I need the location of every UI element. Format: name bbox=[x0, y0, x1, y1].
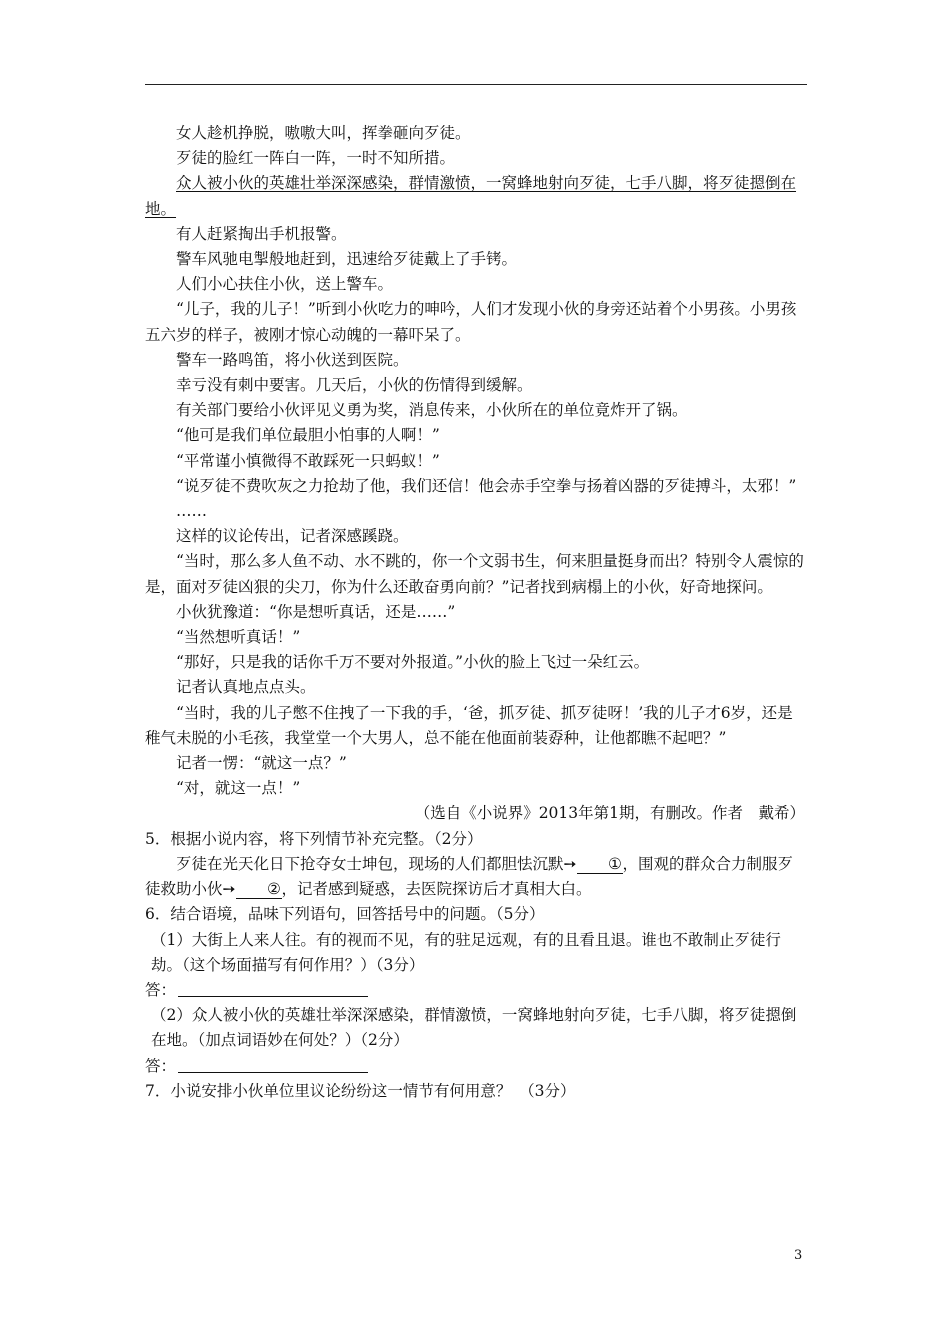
story-paragraph: “当然想听真话！” bbox=[176, 628, 301, 647]
story-paragraph: 女人趁机挣脱，嗷嗷大叫，挥拳砸向歹徒。 bbox=[176, 124, 471, 142]
answer-label: 答： bbox=[145, 980, 177, 999]
story-paragraph: “对，就这一点！” bbox=[176, 779, 301, 798]
story-paragraph: “那好，只是我的话你千万不要对外报道。”小伙的脸上飞过一朵红云。 bbox=[176, 653, 650, 672]
header-rule bbox=[145, 84, 807, 85]
story-paragraph: 这样的议论传出，记者深感蹊跷。 bbox=[176, 527, 409, 546]
ellipsis-line: …… bbox=[176, 502, 207, 521]
answer-line-1 bbox=[145, 978, 807, 1003]
q5-text-a: 歹徒在光天化日下抢夺女士坤包，现场的人们都胆怯沉默➙ bbox=[176, 854, 577, 873]
question-7-title: 7．小说安排小伙单位里议论纷纷这一情节有何用意？ （3分） bbox=[145, 1081, 576, 1100]
question-6-title: 6．结合语境，品味下列语句，回答括号中的问题。（5分） bbox=[145, 905, 545, 924]
answer-label: 答： bbox=[145, 1056, 177, 1075]
answer-blank-2[interactable] bbox=[178, 1056, 368, 1073]
story-paragraph: 小伙犹豫道：“你是想听真话，还是……” bbox=[176, 602, 456, 621]
q5-text-c: ，记者感到疑惑，去医院探访后才真相大白。 bbox=[281, 880, 592, 899]
underlined-sentence: 众人被小伙的英雄壮举深深感染，群情激愤，一窝蜂地射向歹徒，七手八脚，将歹徒摁倒在地。 bbox=[145, 174, 797, 218]
q5-blank-1[interactable]: ① bbox=[577, 855, 623, 874]
story-paragraph: 警车风驰电掣般地赶到，迅速给歹徒戴上了手铐。 bbox=[176, 250, 518, 269]
story-paragraph: “当时，那么多人鱼不动、水不跳的，你一个文弱书生，何来胆量挺身而出？特别令人震惊的是，面对歹徒凶狠的尖刀，你为什么还敢奋勇向前？”记者找到病榻上的小伙，好奇地探问。 bbox=[145, 552, 804, 596]
story-paragraph: 警车一路鸣笛，将小伙送到医院。 bbox=[176, 350, 409, 369]
story-paragraph: “儿子，我的儿子！”听到小伙吃力的呻吟，人们才发现小伙的身旁还站着个小男孩。小男孩五六岁的样子，被刚才惊心动魄的一幕吓呆了。 bbox=[145, 300, 797, 344]
answer-blank-1[interactable] bbox=[178, 980, 368, 997]
story-paragraph: “说歹徒不费吹灰之力抢劫了他，我们还信！他会赤手空拳与扬着凶器的歹徒搏斗，太邪！” bbox=[176, 476, 797, 495]
story-paragraph: 幸亏没有刺中要害。几天后，小伙的伤情得到缓解。 bbox=[176, 376, 533, 395]
story-paragraph: 歹徒的脸红一阵白一阵，一时不知所措。 bbox=[176, 149, 456, 168]
story-paragraph: 记者认真地点点头。 bbox=[176, 678, 316, 697]
question-6-part-2: （2）众人被小伙的英雄壮举深深感染，群情激愤，一窝蜂地射向歹徒，七手八脚，将歹徒摁倒在地。（加点词语妙在何处？）（2分） bbox=[151, 1006, 797, 1050]
story-paragraph: “他可是我们单位最胆小怕事的人啊！” bbox=[176, 426, 440, 445]
question-5-title: 5．根据小说内容，将下列情节补充完整。（2分） bbox=[145, 829, 483, 848]
story-paragraph: 有关部门要给小伙评见义勇为奖，消息传来，小伙所在的单位竟炸开了锅。 bbox=[176, 401, 688, 420]
story-paragraph: 人们小心扶住小伙，送上警车。 bbox=[176, 275, 394, 294]
story-paragraph: 有人赶紧掏出手机报警。 bbox=[176, 224, 347, 243]
q5-text-b: ，围观的群众合力制服歹徒救助小伙➙ bbox=[145, 854, 794, 899]
story-paragraph: “当时，我的儿子憋不住拽了一下我的手，‘爸，抓歹徒、抓歹徒呀！’我的儿子才6岁，还是稚气未脱的小毛孩，我堂堂一个大男人，总不能在他面前装孬种，让他都瞧不起吧？” bbox=[145, 703, 793, 747]
exam-page-content bbox=[145, 121, 807, 1104]
page-number: 3 bbox=[794, 1248, 803, 1263]
question-6-part-1: （1）大街上人来人往。有的视而不见，有的驻足远观，有的且看且退。谁也不敢制止歹徒行劫。（这个场面描写有何作用？）（3分） bbox=[151, 930, 781, 974]
answer-line-2 bbox=[145, 1054, 807, 1079]
source-note: （选自《小说界》2013年第1期，有删改。作者 戴希） bbox=[414, 804, 805, 823]
question-5-body bbox=[145, 852, 807, 902]
story-paragraph: “平常谨小慎微得不敢踩死一只蚂蚁！” bbox=[176, 451, 440, 470]
q5-blank-2[interactable]: ② bbox=[236, 880, 282, 899]
story-paragraph: 记者一愣：“就这一点？” bbox=[176, 754, 347, 773]
